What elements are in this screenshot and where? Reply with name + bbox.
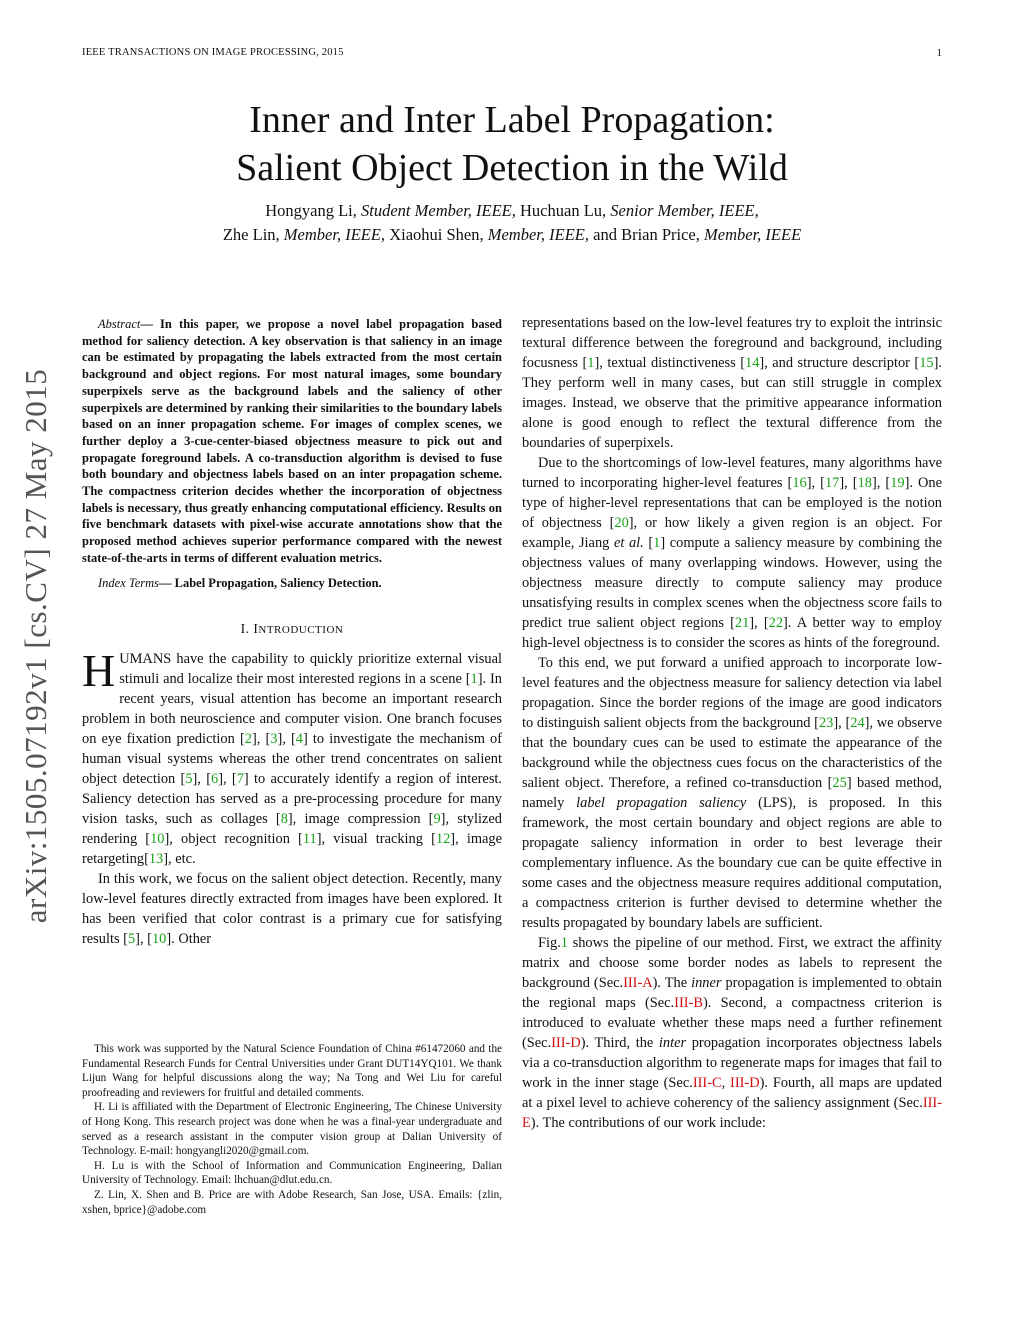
citation-link[interactable]: 25 [832,775,847,791]
footnotes [82,1042,502,1217]
section-link[interactable]: III-C [692,1075,722,1091]
arxiv-stamp-text: arXiv:1505.07192v1 [cs.CV] 27 May 2015 [18,368,53,924]
text: ]. In recent years, visual attention has become an important research problem in both neuroscience and computer vision. One branch focuses on eye fixation prediction [ [82,670,502,747]
text: ], [ [277,730,296,747]
text: ], [ [251,730,271,747]
left-column [82,316,502,949]
citation-link[interactable]: 1 [653,535,661,551]
text: In this work, we focus on the salient object detection. Recently, many low-level features directly extracted from images have been explored. It has been verified that color contrast is a primary cue for satisfying results [ [82,870,502,947]
text: ). Fourth, all maps are updated at a pixel level to achieve coherency of the saliency assignment (Sec. [522,1075,942,1111]
author-name: Huchuan Lu, [515,201,611,220]
citation-link[interactable]: 19 [890,475,905,491]
title-line-1: Inner and Inter Label Propagation: [249,99,775,141]
text: propagation incorporates objectness labels via a co-transduction algorithm to regenerate maps for images that fail to work in the inner stage (Sec. [522,1035,943,1091]
citation-link[interactable]: 24 [850,715,865,731]
citation-link[interactable]: 9 [433,810,441,827]
citation-link[interactable]: 10 [151,930,167,947]
right-paragraph-3 [522,653,942,933]
text: ], textual distinctiveness [ [594,355,746,371]
text: (LPS), is proposed. In this framework, the most certain boundary and object regions are able to propagate saliency information in order to best leverage their complementary influence. As the boundary cue can be quite effective in some cases and the objectness measure requires additional computation, a compactness criterion is further devised to determine whether the results propagated by boundary labels are sufficient. [522,795,942,931]
text: ]. They perform well in many cases, but can still struggle in complex images. Instead, we observe that the primitive appearance information alone is good enough to reflect the textural difference from the boundaries of superpixels. [522,355,943,451]
citation-link[interactable]: 10 [150,830,165,847]
text: ], [ [871,475,891,491]
text: ). Third, the [580,1035,659,1051]
text: [ [643,535,654,551]
page-number: 1 [936,47,942,59]
text: ]. Other [166,930,212,947]
arxiv-stamp [16,346,56,946]
text: ] compute a saliency measure by combining the objectness values of many overlapping windows. However, using the objectness measure directly to compute saliency may produce unsatisfying results in complex scenes when the objectness score fails to predict true salient object regions [ [522,535,942,631]
section-link[interactable]: III-E [522,1095,942,1131]
text: , [721,1075,731,1091]
citation-link[interactable]: 6 [211,770,219,787]
author-role: Student Member, IEEE, [361,201,516,220]
text: ], and structure descriptor [ [759,355,920,371]
index-terms [82,575,502,592]
drop-cap: H [82,644,116,696]
text: ). Second, a compactness criterion is introduced to evaluate whether these maps need a further refinement (Sec. [522,995,942,1051]
author-role: Member, IEEE [704,225,802,244]
text: ] to investigate the mechanism of human visual systems whereas the other trend concentrates on salient object detection [ [82,730,503,787]
small-caps-lead: UMANS [119,650,172,667]
author-list [0,199,1024,247]
intro-paragraph-2 [82,869,502,949]
text: ]. One type of higher-level representations that can be employed is the notion of objectness [ [522,475,942,531]
text: To this end, we put forward a unified approach to incorporate low-level features and the objectness measure for saliency detection via label propagation. Since the border regions of the image are good indicators to distinguish salient objects from the background [ [522,655,942,731]
citation-link[interactable]: 23 [818,715,834,731]
text: ], we observe that the boundary cues can be used to estimate the appearance of the background while the objectness cues focus on the characteristics of the salient object. Therefore, a refined co-transduction [ [522,715,943,791]
title-line-2: Salient Object Detection in the Wild [236,147,788,189]
citation-link[interactable]: 2 [244,730,252,747]
text: representations based on the low-level features try to exploit the intrinsic textural difference between the foreground and background, including focusness [ [522,315,942,371]
citation-link[interactable]: 12 [435,830,451,847]
author-name: and Brian Price, [589,225,705,244]
author-role: Member, IEEE, [283,225,386,244]
right-paragraph-4 [522,933,942,1133]
citation-link[interactable]: 18 [857,475,872,491]
italic-text: et al. [613,535,644,551]
italic-text: label propagation saliency [576,795,747,811]
section-link[interactable]: III-B [674,995,703,1011]
text: ], image compression [ [287,810,434,827]
text: ], [ [839,475,858,491]
section-link[interactable]: III-A [623,975,653,991]
citation-link[interactable]: 21 [734,615,750,631]
figure-link[interactable]: 1 [560,935,568,951]
text: ] based method, namely [522,775,942,811]
citation-link[interactable]: 13 [148,850,164,867]
footnote-affiliation-li: H. Li is affiliated with the Department of Electronic Engineering, The Chinese University of Hong Kong. This research project was done when he was a final-year undergraduate and served as a research assistant in the computer vision group at Dalian University of Technology. E-mail: hongyangli2020@gmail.com. [82,1101,502,1158]
citation-link[interactable]: 22 [768,615,784,631]
footnote-affiliation-lu: H. Lu is with the School of Information and Communication Engineering, Dalian University of Technology. Email: lhchuan@dlut.edu.cn. [82,1159,502,1187]
citation-link[interactable]: 20 [614,515,629,531]
text: ], image retargeting[ [82,830,502,867]
italic-text: inter [658,1035,687,1051]
paper-title [0,96,1024,192]
citation-link[interactable]: 3 [270,730,278,747]
right-paragraph-2 [522,453,942,653]
section-link[interactable]: III-D [551,1035,581,1051]
citation-link[interactable]: 14 [745,355,760,371]
text: Fig. [538,935,561,951]
author-role: Member, IEEE, [487,225,589,244]
author-role: Senior Member, IEEE, [610,201,759,220]
text: ], [ [218,770,237,787]
footnote-affiliation-adobe: Z. Lin, X. Shen and B. Price are with Adobe Research, San Jose, USA. Emails: {zlin, xshen, bprice}@adobe.com [82,1188,502,1216]
section-link[interactable]: III-D [730,1075,760,1091]
index-terms-label: Index Terms [98,575,159,590]
index-terms-text: — Label Propagation, Saliency Detection. [159,575,382,590]
citation-link[interactable]: 7 [236,770,244,787]
text: Due to the shortcomings of low-level features, many algorithms have turned to incorporating higher-level features [ [522,455,942,491]
text: ], [ [833,715,851,731]
text: shows the pipeline of our method. First, we extract the affinity matrix and choose some border nodes as labels to represent the background (Sec. [522,935,942,991]
author-name: Hongyang Li, [265,201,362,220]
text: ). The contributions of our work include: [530,1115,766,1131]
citation-link[interactable]: 15 [919,355,934,371]
citation-link[interactable]: 17 [824,475,840,491]
right-paragraph-1 [522,313,942,453]
abstract [82,316,502,567]
author-name: Zhe Lin, [222,225,284,244]
author-line-2 [0,223,1024,247]
text: propagation is implemented to obtain the regional maps (Sec. [522,975,942,1011]
text: ], [ [135,930,152,947]
citation-link[interactable]: 11 [302,830,317,847]
text: ). The [652,975,692,991]
text: ], etc. [163,850,196,867]
citation-link[interactable]: 4 [295,730,303,747]
text: ], [ [192,770,212,787]
text: ], visual tracking [ [316,830,436,847]
right-column [522,313,942,1133]
citation-link[interactable]: 8 [280,810,288,827]
running-head: IEEE TRANSACTIONS ON IMAGE PROCESSING, 2015 [82,47,344,58]
intro-paragraph-1 [82,644,503,869]
citation-link[interactable]: 1 [587,355,595,371]
text: ], or how likely a given region is an object. For example, Jiang [522,515,942,551]
text: ], stylized rendering [ [82,810,502,847]
abstract-label: Abstract [98,317,141,331]
text: ], object recognition [ [164,830,303,847]
citation-link[interactable]: 5 [127,930,136,947]
citation-link[interactable]: 1 [470,670,478,687]
footnote-funding: This work was supported by the Natural Science Foundation of China #61472060 and the Fundamental Research Funds for Central Universities under Grant DUT14YQ101. We thank Lijun Wang for helpful discussions along the way; Na Tong and Wei Liu for careful proofreading and reviewers for fruitful and detailed comments. [82,1043,502,1099]
section-numeral: I. [240,620,254,636]
section-title-rest: NTRODUCTION [258,623,344,636]
text: ] to accurately identify a region of interest. Saliency detection has served as a pre-processing procedure for many vision tasks, such as collages [ [82,770,503,827]
section-first-letter: I [253,620,259,636]
text: have the capability to quickly prioritize external visual stimuli and localize their most interested regions in a scene [ [119,650,502,687]
citation-link[interactable]: 5 [185,770,193,787]
citation-link[interactable]: 16 [792,475,807,491]
section-heading-introduction [82,621,502,637]
author-line-1 [0,199,1024,223]
abstract-text: — In this paper, we propose a novel label propagation based method for saliency detection. A key observation is that saliency in an image can be estimated by propagating the labels extracted from the most certain background and object regions. For most natural images, some boundary superpixels serve as the background labels and the saliency of other superpixels are determined by ranking their similarities to the boundary labels based on an inner propagation scheme. For images of complex scenes, we further deploy a 3-cue-center-biased objectness measure to pick out and propagate foreground labels. A co-transduction algorithm is devised to fuse both boundary and objectness labels based on an inter propagation scheme. The compactness criterion decides whether the incorporation of objectness labels is necessary, thus greatly enhancing computational efficiency. Results on five benchmark datasets with pixel-wise accurate annotations show that the proposed method achieves superior performance compared with the newest state-of-the-arts in terms of different evaluation metrics. [82,317,502,565]
text: ], [ [749,615,769,631]
italic-text: inner [691,975,722,991]
author-name: Xiaohui Shen, [385,225,488,244]
text: ]. A better way to employ high-level objectness is to consider the scores as hints of the foreground. [522,615,942,651]
text: ], [ [806,475,825,491]
